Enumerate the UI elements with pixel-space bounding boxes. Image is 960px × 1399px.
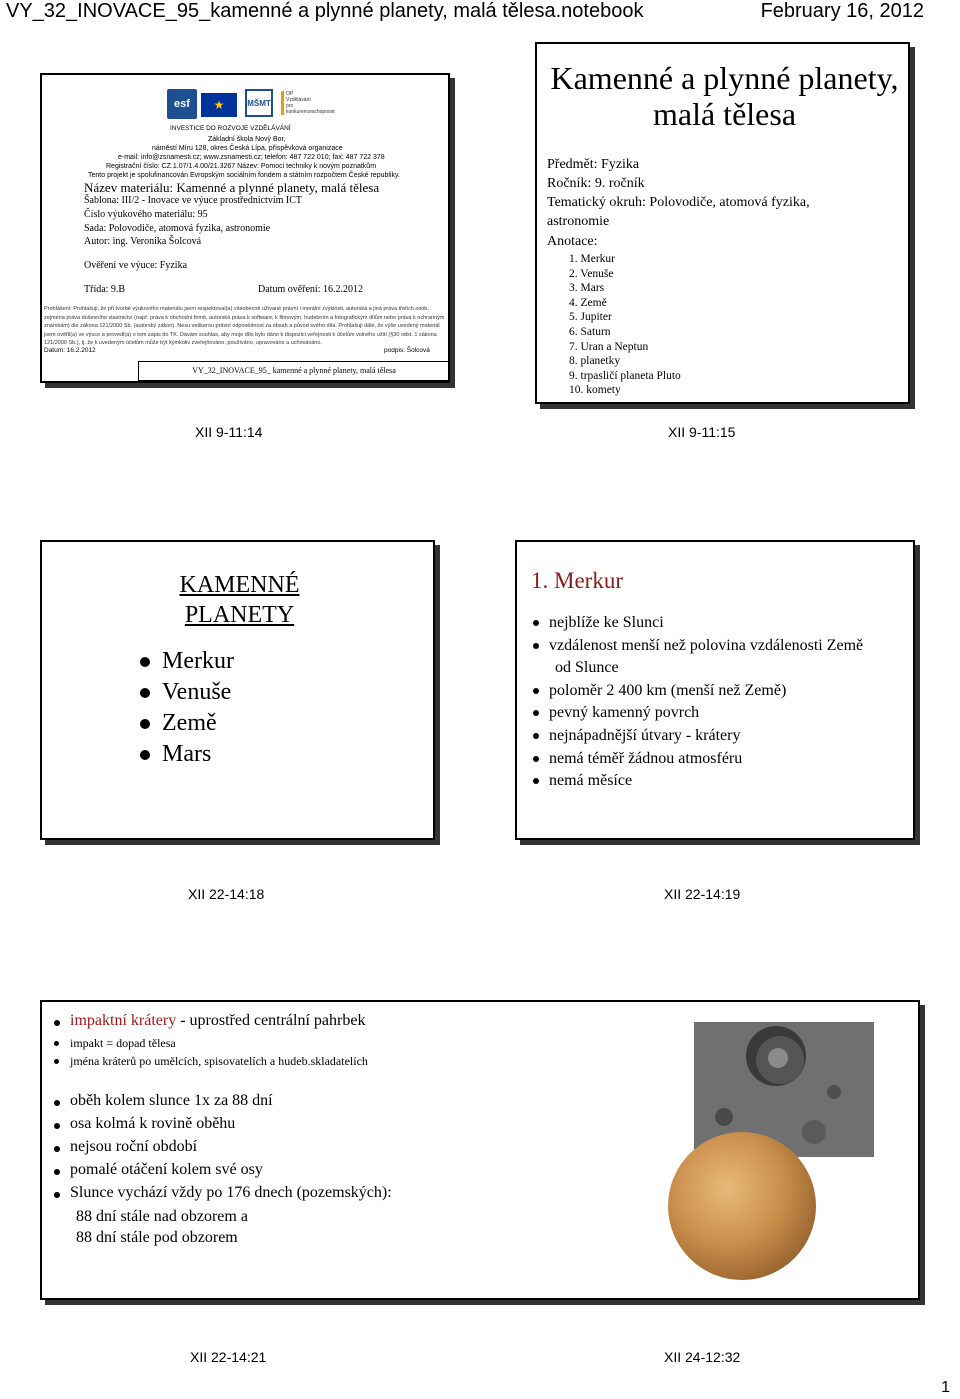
eu-flag-icon: ★ <box>201 93 237 117</box>
list-item: Země <box>140 708 234 739</box>
list-item: nejsou roční období <box>54 1138 197 1156</box>
list-item: nemá měsíce <box>533 770 913 793</box>
verified-line: Ověření ve výuce: Fyzika <box>84 260 188 271</box>
list-item: nemá téměř žádnou atmosféru <box>533 748 913 771</box>
slide-timestamp: XII 22-14:19 <box>664 886 741 902</box>
planet-list <box>140 646 234 770</box>
material-footer: VY_32_INOVACE_95_ kamenné a plynné planety, malá tělesa <box>138 361 450 381</box>
msmt-logo: MŠMT <box>245 89 273 117</box>
school-name: Základní škola Nový Bor, <box>208 136 286 143</box>
slide-title <box>42 570 437 630</box>
list-item: 10. komety <box>569 384 621 397</box>
list-item: 1. Merkur <box>569 253 615 265</box>
slide-title: 1. Merkur <box>531 568 623 593</box>
signature: podpis: Šolcová <box>384 347 430 354</box>
slide-overview[interactable] <box>535 42 910 404</box>
list-item: oběh kolem slunce 1x za 88 dní <box>54 1092 273 1110</box>
school-address: náměstí Míru 128, okres Česká Lípa, příspěvková organizace <box>152 145 343 152</box>
list-item <box>54 1012 365 1030</box>
list-item: 2. Venuše <box>569 267 614 280</box>
declaration-date: Datum: 16.2.2012 <box>44 347 96 354</box>
title-line: KAMENNÉ <box>179 572 300 598</box>
registration-number: Registrační číslo: CZ.1.07/1.4.00/21.3267 Název: Pomoci techniky k novým poznatkům <box>106 163 377 170</box>
funding-note: Tento projekt je spolufinancován Evropským sociálním fondem a státním rozpočtem České republiky. <box>88 172 400 179</box>
material-number: Číslo výukového materiálu: 95 <box>84 209 208 220</box>
subject-line: Předmět: Fyzika <box>547 157 640 172</box>
list-item: Slunce vychází vždy po 176 dnech (pozemských): <box>54 1184 392 1202</box>
list-continuation: 88 dní stále nad obzorem a <box>76 1208 248 1225</box>
term-description: - uprostřed centrální pahrbek <box>176 1012 366 1029</box>
title-line: PLANETY <box>184 602 295 628</box>
topic-line: Tematický okruh: Polovodiče, atomová fyzika, astronomie <box>547 195 810 229</box>
list-item: nejblíže ke Slunci <box>533 612 913 635</box>
list-item: osa kolmá k rovině oběhu <box>54 1115 235 1133</box>
school-contact: e-mail: info@zsnamesti.cz; www.zsnamesti.cz; telefon: 487 722 010; fax: 487 722 378 <box>118 154 385 161</box>
op-logo: OP Vzdělávání pro konkurenceschopnost <box>281 91 319 115</box>
list-item: 7. Uran a Neptun <box>569 340 649 353</box>
list-item-continuation: od Slunce <box>555 659 619 677</box>
slide-timestamp: XII 22-14:18 <box>188 886 265 902</box>
year-line: Ročník: 9. ročník <box>547 176 645 191</box>
notebook-date: February 16, 2012 <box>760 0 924 22</box>
list-item: 3. Mars <box>569 282 605 295</box>
annotation-label: Anotace: <box>547 234 598 249</box>
fact-list <box>533 612 913 793</box>
list-item: 4. Země <box>569 296 607 309</box>
list-item: 8. planetky <box>569 355 621 368</box>
slide-timestamp: XII 9-11:14 <box>195 424 263 440</box>
slide-title: Kamenné a plynné planety, malá tělesa <box>550 60 899 132</box>
slide-timestamp: XII 9-11:15 <box>668 424 736 440</box>
material-set: Sada: Polovodiče, atomová fyzika, astronomie <box>84 223 271 234</box>
invest-text: INVESTICE DO ROZVOJE VZDĚLÁVÁNÍ <box>170 125 291 132</box>
material-name: Název materiálu: Kamenné a plynné planety, malá tělesa <box>84 180 380 195</box>
list-item: poloměr 2 400 km (menší než Země) <box>533 680 913 703</box>
list-item: jména kráterů po umělcích, spisovatelích a hudeb.skladatelích <box>54 1054 368 1069</box>
slide-title-page[interactable] <box>40 73 450 383</box>
list-continuation: 88 dní stále pod obzorem <box>76 1229 238 1246</box>
list-item: Merkur <box>140 646 234 677</box>
list-item: vzdálenost menší než polovina vzdálenosti Země <box>533 635 913 658</box>
verified-date: Datum ověření: 16.2.2012 <box>258 284 363 295</box>
list-item: pomalé otáčení kolem své osy <box>54 1161 263 1179</box>
slide-timestamp: XII 24-12:32 <box>664 1349 741 1365</box>
slide-merkur[interactable] <box>515 540 915 840</box>
list-item: Venuše <box>140 677 234 708</box>
notebook-title: VY_32_INOVACE_95_kamenné a plynné planety, malá tělesa.notebook <box>6 0 644 22</box>
class-line: Třída: 9.B <box>84 284 126 295</box>
list-item: impakt = dopad tělesa <box>54 1036 176 1051</box>
list-item: 5. Jupiter <box>569 311 612 324</box>
slide-timestamp: XII 22-14:21 <box>190 1349 267 1365</box>
template-line: Šablona: III/2 - Inovace ve výuce prostřednictvím ICT <box>84 195 302 206</box>
topic-list <box>569 252 681 398</box>
esf-logo: esf <box>167 89 197 119</box>
list-item: 9. trpasličí planeta Pluto <box>569 369 681 382</box>
list-item: pevný kamenný povrch <box>533 702 913 725</box>
list-item: nejnápadnější útvary - krátery <box>533 725 913 748</box>
list-item: Mars <box>140 739 234 770</box>
highlight-term: impaktní krátery <box>70 1012 177 1029</box>
slide-rocky-planets[interactable] <box>40 540 435 840</box>
author-line: Autor: ing. Veronika Šolcová <box>84 236 202 247</box>
declaration-text: Prohlášení: Prohlašuji, že při tvorbě výukového materiálu jsem respektoval(a) všeobecně užívané právní i morální zvyklosti, autorská a jiná práva třetích osob, zejména práva duševního vlastnictví (např. práva k obchodní firmě, autorská práva k software, k filmovým, hudebním a fotografickým dílům nebo práva k ochranným známkám) dle zákona 121/2000 Sb. (autorský zákon). Nesu veškerou právní odpovědnost za obsah a původ svého díla. Prohlašuji dále, že výše uvedený materiál jsem ověřil(a) ve výuce a provedl(a) o tom zápis do TK. Dávám souhlas, aby moje dílo bylo dáno k dispozici veřejnosti k účelům volného užití (§30 odst. 1 zákona 121/2000 Sb.), tj. že k uvedeným účelům může být kýmkoliv zveřejňováno, používáno, upravováno a uchováváno. <box>44 306 445 347</box>
page-number: 1 <box>941 1379 950 1396</box>
list-item: 6. Saturn <box>569 325 611 338</box>
mercury-image <box>668 1132 816 1280</box>
logo-bar <box>167 89 335 123</box>
